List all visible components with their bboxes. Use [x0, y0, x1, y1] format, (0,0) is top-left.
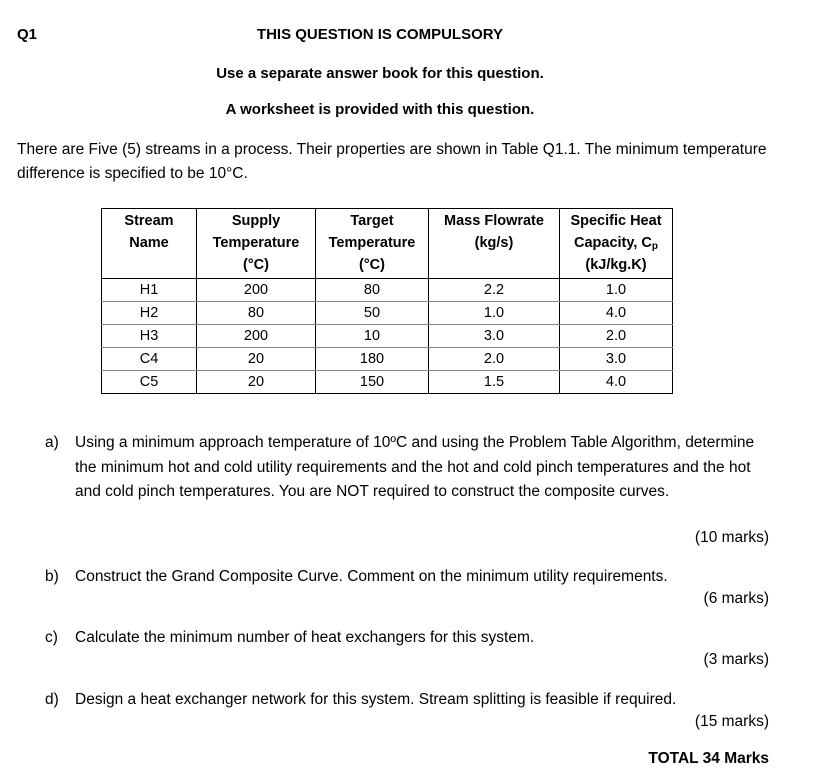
question-number: Q1	[17, 26, 38, 43]
cell-supply: 80	[197, 302, 316, 325]
cell-name: H1	[102, 279, 197, 302]
cell-target: 10	[316, 325, 429, 348]
cell-cp: 3.0	[560, 348, 673, 371]
cell-supply: 200	[197, 279, 316, 302]
header-stream-name: Stream Name	[102, 209, 197, 279]
cell-target: 150	[316, 371, 429, 394]
cell-cp: 4.0	[560, 302, 673, 325]
cell-cp: 1.0	[560, 279, 673, 302]
total-marks: TOTAL 34 Marks	[648, 750, 769, 767]
part-d-marks: (15 marks)	[694, 713, 769, 730]
part-d-label: d)	[45, 691, 59, 708]
cell-name: C4	[102, 348, 197, 371]
header-mass-flowrate: Mass Flowrate (kg/s)	[429, 209, 560, 279]
cell-name: H3	[102, 325, 197, 348]
part-c-label: c)	[45, 629, 58, 646]
part-b-text: Construct the Grand Composite Curve. Comment on the minimum utility requirements.	[75, 568, 668, 585]
table-row	[102, 348, 673, 371]
cell-cp: 2.0	[560, 325, 673, 348]
header-specific-heat: Specific Heat Capacity, $C_p$ (kJ/kg.K)	[560, 209, 673, 279]
table-row	[102, 371, 673, 394]
part-a-label: a)	[45, 434, 59, 451]
worksheet-instruction: A worksheet is provided with this question.	[225, 101, 535, 118]
cell-flow: 2.2	[429, 279, 560, 302]
table-row	[102, 302, 673, 325]
stream-properties-table	[101, 208, 673, 394]
part-c-text: Calculate the minimum number of heat exchangers for this system.	[75, 629, 535, 646]
cell-supply: 20	[197, 348, 316, 371]
cell-flow: 3.0	[429, 325, 560, 348]
cell-name: C5	[102, 371, 197, 394]
table-row	[102, 279, 673, 302]
cell-name: H2	[102, 302, 197, 325]
header-supply-temperature: Supply Temperature (°C)	[197, 209, 316, 279]
cell-flow: 1.5	[429, 371, 560, 394]
cell-flow: 1.0	[429, 302, 560, 325]
table-row	[102, 325, 673, 348]
cell-target: 180	[316, 348, 429, 371]
answer-book-instruction: Use a separate answer book for this question.	[216, 65, 544, 82]
cell-flow: 2.0	[429, 348, 560, 371]
cell-target: 80	[316, 279, 429, 302]
cell-supply: 200	[197, 325, 316, 348]
header-target-temperature: Target Temperature (°C)	[316, 209, 429, 279]
part-d-text: Design a heat exchanger network for this system. Stream splitting is feasible if required.	[75, 691, 677, 708]
table-header-row	[102, 209, 673, 279]
part-a-marks: (10 marks)	[694, 529, 769, 546]
part-c-marks: (3 marks)	[703, 651, 769, 668]
compulsory-heading: THIS QUESTION IS COMPULSORY	[256, 26, 504, 43]
cell-supply: 20	[197, 371, 316, 394]
cell-target: 50	[316, 302, 429, 325]
part-b-label: b)	[45, 568, 59, 585]
intro-paragraph: There are Five (5) streams in a process. Their properties are shown in Table Q1.1. The minimum temperature difference is specified to be 10°C.	[17, 141, 767, 182]
part-a-text: Using a minimum approach temperature of 10ºC and using the Problem Table Algorithm, determine the minimum hot and cold utility requirements and the hot and cold pinch temperatures and the hot and cold pinch temperatures. You are NOT required to construct the composite curves.	[75, 434, 755, 500]
part-b-marks: (6 marks)	[703, 590, 769, 607]
cell-cp: 4.0	[560, 371, 673, 394]
